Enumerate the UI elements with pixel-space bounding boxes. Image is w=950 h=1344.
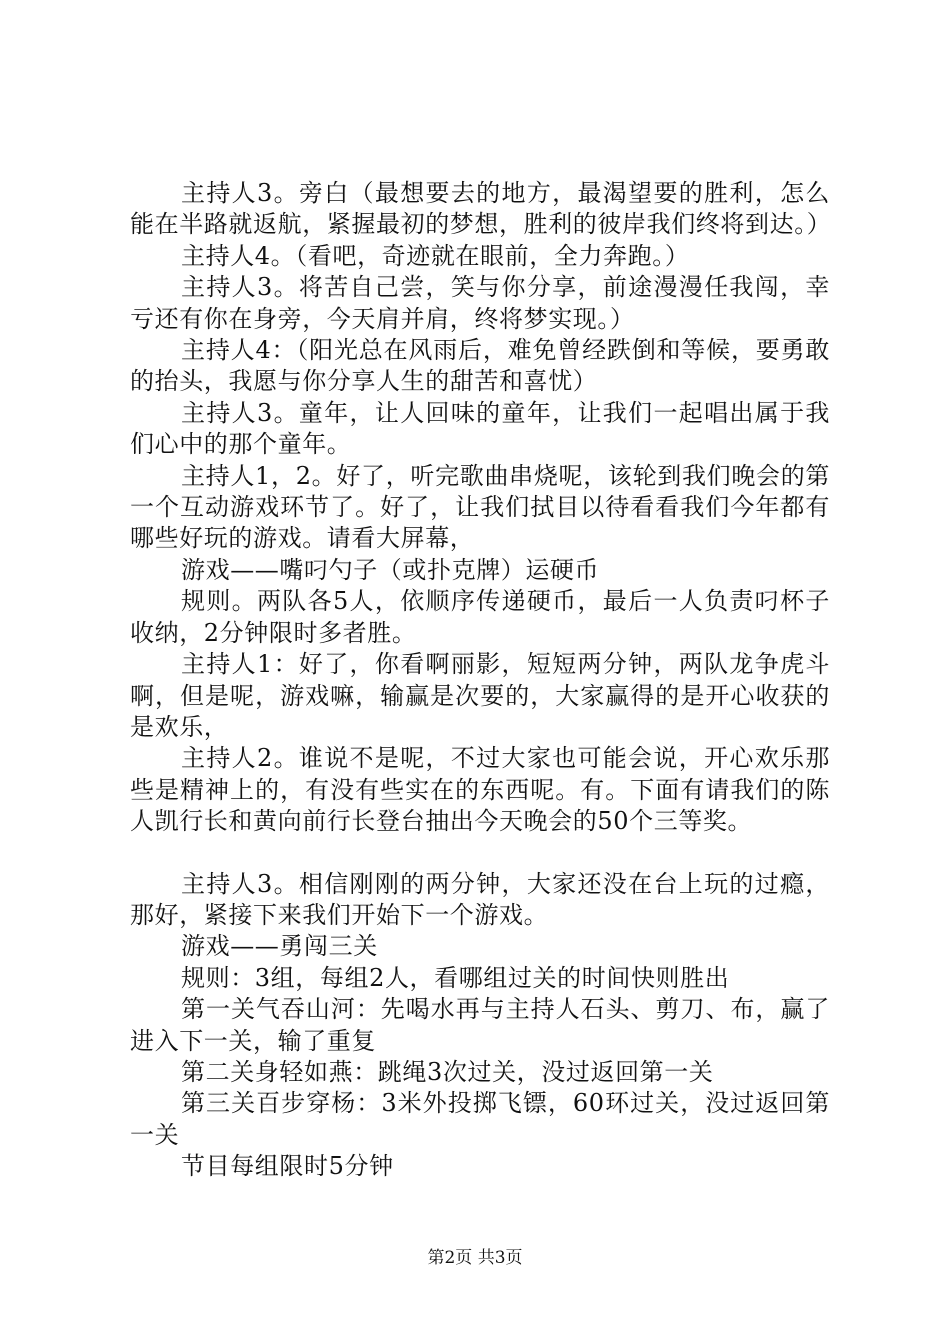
paragraph: 第一关气吞山河：先喝水再与主持人石头、剪刀、布，赢了进入下一关，输了重复 <box>130 995 830 1055</box>
paragraph: 主持人1：好了，你看啊丽影，短短两分钟，两队龙争虎斗啊，但是呢，游戏嘛，输赢是次要的，大家赢得的是开心收获的是欢乐， <box>130 650 830 741</box>
paragraph: 规则：3组，每组2人，看哪组过关的时间快则胜出 <box>181 963 730 992</box>
paragraph: 主持人3。童年，让人回味的童年，让我们一起唱出属于我们心中的那个童年。 <box>130 398 830 459</box>
paragraph: 规则。两队各5人，依顺序传递硬币，最后一人负责叼杯子收纳，2分钟限时多者胜。 <box>130 587 830 647</box>
paragraph: 主持人4。（看吧，奇迹就在眼前，全力奔跑。） <box>181 241 690 270</box>
paragraph: 主持人3。旁白（最想要去的地方，最渴望要的胜利，怎么能在半路就返航，紧握最初的梦想，胜利的彼岸我们终将到达。） <box>130 179 832 239</box>
paragraph: 主持人2。谁说不是呢，不过大家也可能会说，开心欢乐那些是精神上的，有没有些实在的东西呢。有。下面有请我们的陈人凯行长和黄向前行长登台抽出今天晚会的50个三等奖。 <box>130 744 830 836</box>
paragraph: 主持人4：（阳光总在风雨后，难免曾经跌倒和等候，要勇敢的抬头，我愿与你分享人生的甜苦和喜忧） <box>130 336 830 396</box>
paragraph: 主持人1，2。好了，听完歌曲串烧呢，该轮到我们晚会的第一个互动游戏环节了。好了，让我们拭目以待看看我们今年都有哪些好玩的游戏。请看大屏幕， <box>130 461 830 553</box>
paragraph: 主持人3。相信刚刚的两分钟，大家还没在台上玩的过瘾，那好，紧接下来我们开始下一个游戏。 <box>130 869 830 929</box>
paragraph: 节目每组限时5分钟 <box>181 1152 394 1181</box>
paragraph: 游戏——勇闯三关 <box>181 932 378 961</box>
document-body <box>130 178 830 1183</box>
blank-line <box>130 838 830 869</box>
page-footer: 第2页 共3页 <box>427 1248 523 1268</box>
paragraph: 游戏——嘴叼勺子（或扑克牌）运硬币 <box>181 555 600 584</box>
paragraph: 主持人3。将苦自己尝，笑与你分享，前途漫漫任我闯，幸亏还有你在身旁，今天肩并肩，终将梦实现。） <box>130 273 830 333</box>
paragraph: 第二关身轻如燕：跳绳3次过关，没过返回第一关 <box>181 1057 714 1086</box>
paragraph: 第三关百步穿杨：3米外投掷飞镖，60环过关，没过返回第一关 <box>130 1089 830 1149</box>
